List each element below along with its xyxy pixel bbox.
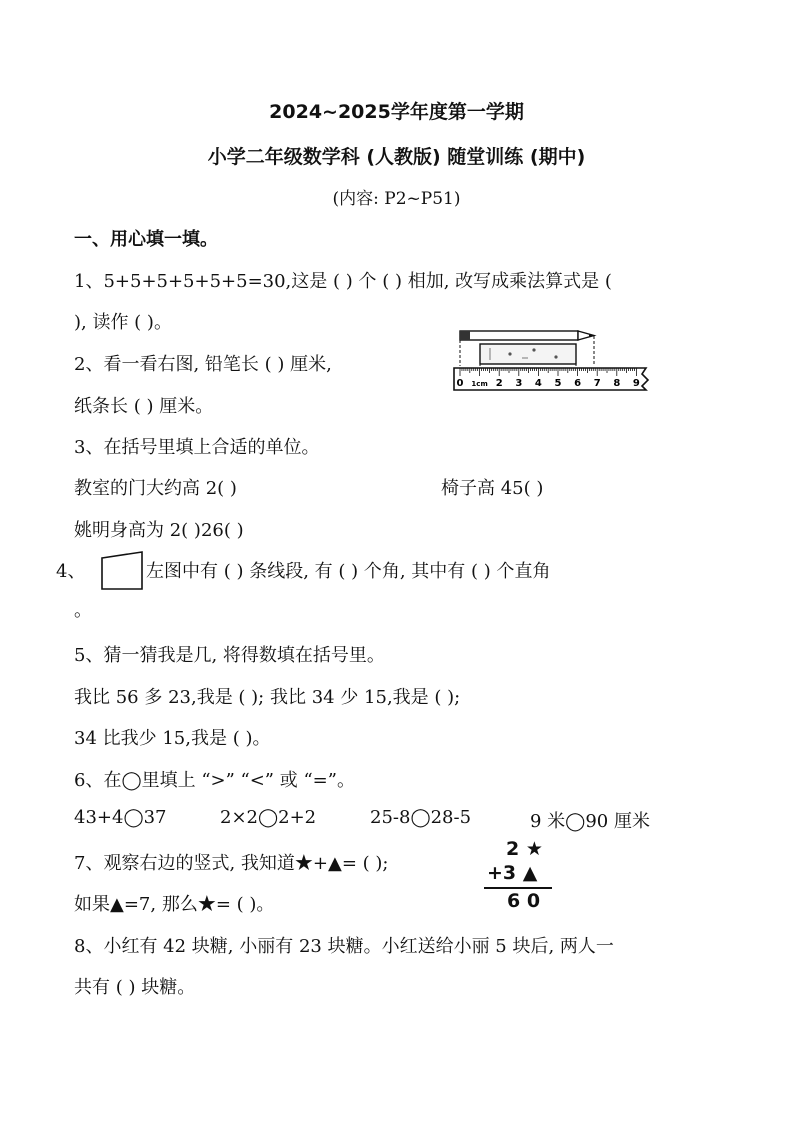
section-heading: 一、用心填一填。 bbox=[74, 229, 218, 250]
ruler-label: 6 bbox=[574, 378, 582, 389]
q6-line1: 6、在◯里填上 “>” “<” 或 “=”。 bbox=[74, 770, 355, 791]
q1-line1: 1、5+5+5+5+5+5=30,这是 ( ) 个 ( ) 相加, 改写成乘法算式是 ( bbox=[74, 271, 612, 292]
q4-number: 4、 bbox=[56, 561, 86, 582]
q7-line1: 7、观察右边的竖式, 我知道★+▲= ( ); bbox=[74, 853, 389, 874]
content-range: (内容: P2~P51) bbox=[332, 189, 461, 209]
q5-line1: 5、猜一猜我是几, 将得数填在括号里。 bbox=[74, 645, 385, 666]
ruler-label: 5 bbox=[554, 378, 562, 389]
vertical-sum-row3: 6 0 bbox=[507, 890, 541, 912]
q6-item-b: 2×2◯2+2 bbox=[220, 807, 317, 828]
q6-item-a: 43+4◯37 bbox=[74, 807, 167, 828]
q8-line2: 共有 ( ) 块糖。 bbox=[74, 977, 196, 998]
ruler-label: 1cm bbox=[471, 380, 488, 388]
q3-item-door: 教室的门大约高 2( ) bbox=[74, 478, 237, 499]
vertical-sum-row1: 2 ★ bbox=[506, 838, 543, 860]
ruler-label: 2 bbox=[495, 378, 503, 389]
exam-title-term: 2024~2025学年度第一学期 bbox=[269, 101, 524, 123]
q4-tail: 。 bbox=[74, 600, 92, 621]
ruler-label: 0 bbox=[456, 378, 464, 389]
ruler-label: 3 bbox=[515, 378, 523, 389]
q3-line1: 3、在括号里填上合适的单位。 bbox=[74, 437, 320, 458]
vertical-sum-divider bbox=[484, 887, 552, 889]
ruler-label: 7 bbox=[593, 378, 601, 389]
q2-line1: 2、看一看右图, 铅笔长 ( ) 厘米, bbox=[74, 354, 332, 375]
q6-item-d: 9 米◯90 厘米 bbox=[530, 811, 650, 832]
trapezoid-icon bbox=[100, 550, 146, 592]
q8-line1: 8、小红有 42 块糖, 小丽有 23 块糖。小红送给小丽 5 块后, 两人一 bbox=[74, 936, 614, 957]
q5-line2: 我比 56 多 23,我是 ( ); 我比 34 少 15,我是 ( ); bbox=[74, 687, 461, 708]
q7-line2: 如果▲=7, 那么★= ( )。 bbox=[74, 894, 275, 915]
ruler-label: 9 bbox=[632, 378, 640, 389]
ruler-label: 8 bbox=[613, 378, 621, 389]
q6-item-c: 25-8◯28-5 bbox=[370, 807, 472, 828]
pencil-ruler-figure bbox=[452, 328, 652, 394]
q5-line3: 34 比我少 15,我是 ( )。 bbox=[74, 728, 271, 749]
q3-item-chair: 椅子高 45( ) bbox=[441, 478, 544, 499]
ruler-icon bbox=[454, 368, 648, 390]
q1-line2: ), 读作 ( )。 bbox=[74, 312, 172, 333]
q2-line2: 纸条长 ( ) 厘米。 bbox=[74, 396, 214, 417]
q3-item-yaoming: 姚明身高为 2( )26( ) bbox=[74, 520, 244, 541]
paper-strip-icon bbox=[480, 344, 576, 364]
pencil-icon bbox=[460, 331, 594, 340]
vertical-sum-row2: +3 ▲ bbox=[487, 862, 538, 884]
ruler-label: 4 bbox=[534, 378, 542, 389]
exam-title-subject: 小学二年级数学科 (人教版) 随堂训练 (期中) bbox=[207, 146, 586, 168]
q4-text: 左图中有 ( ) 条线段, 有 ( ) 个角, 其中有 ( ) 个直角 bbox=[146, 561, 551, 582]
